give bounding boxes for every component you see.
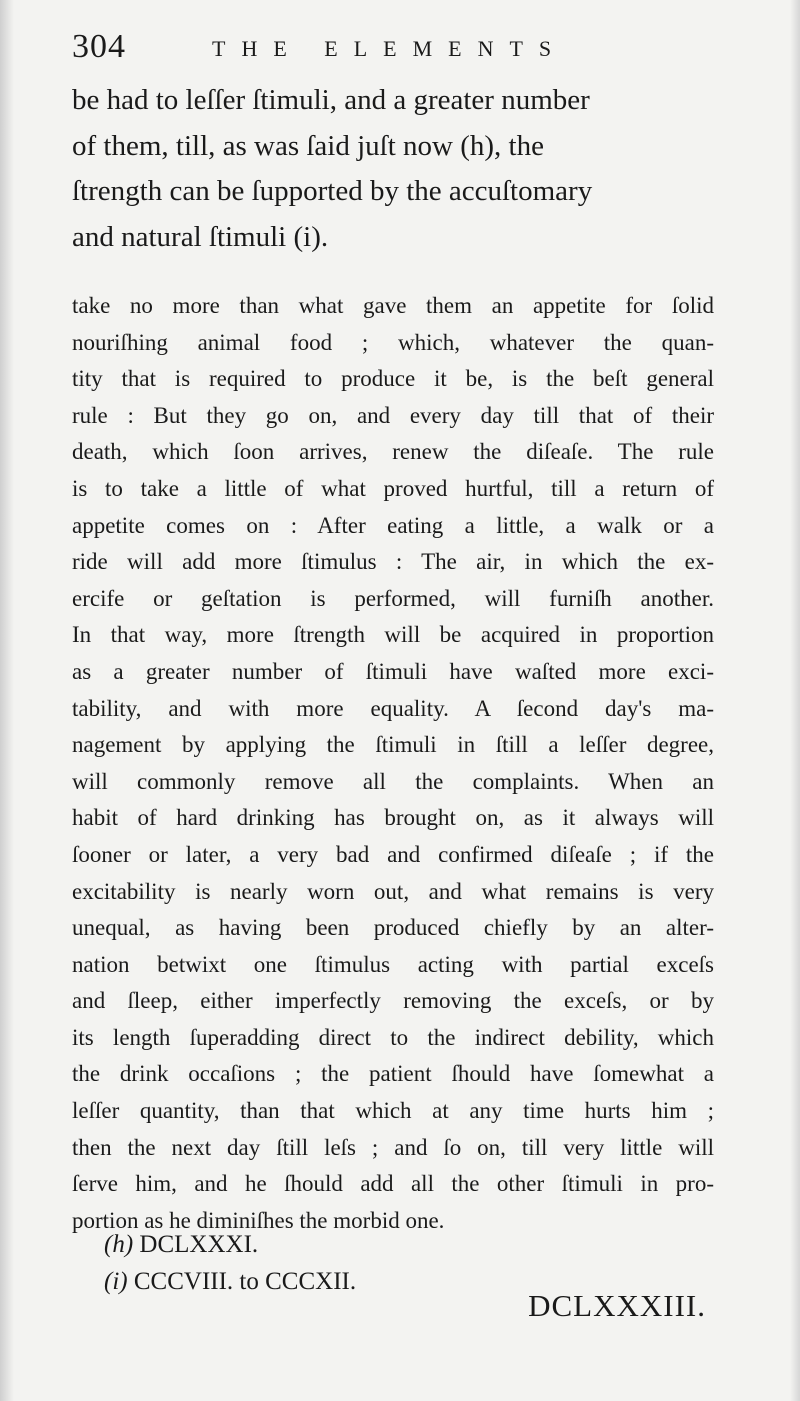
text-line: be had to leſſer ſtimuli, and a greater number (72, 84, 590, 116)
text-line: leſſer quantity, than that which at any time hurts him ; (72, 1098, 714, 1124)
text-line: its length ſuperadding direct to the indirect debility, which (72, 1024, 714, 1050)
text-line: portion as he diminiſhes the morbid one. (72, 1207, 445, 1233)
footnotes (104, 1226, 356, 1300)
text-line: of them, till, as was ſaid juſt now (h), the (72, 129, 544, 162)
text-line: excitability is nearly worn out, and what remains is very (72, 878, 714, 904)
text-line: ercife or geſtation is performed, will furniſh another. (72, 585, 714, 611)
text-line: rule : But they go on, and every day till that of their (72, 402, 714, 428)
text-line: habit of hard drinking has brought on, as it always will (72, 805, 714, 831)
text-line: then the next day ſtill leſs ; and ſo on, till very little will (72, 1134, 714, 1160)
page-edge-left (0, 0, 14, 1401)
running-head: THE ELEMENTS (212, 36, 568, 61)
footnote-marker: (h) (104, 1231, 134, 1258)
footnote (104, 1226, 356, 1263)
page-header (72, 28, 630, 68)
text-line: the drink occaſions ; the patient ſhould have ſomewhat a (72, 1061, 714, 1087)
text-line: is to take a little of what proved hurtful, till a return of (72, 475, 714, 501)
text-line: ride will add more ſtimulus : The air, in which the ex- (72, 549, 714, 575)
text-line: and natural ſtimuli (i). (72, 220, 329, 253)
footnote-text: CCCVIII. to CCCXII. (133, 1268, 357, 1295)
text-line: and ſleep, either imperfectly removing the exceſs, or by (72, 988, 714, 1014)
continued-paragraph (72, 78, 712, 260)
text-line: ſerve him, and he ſhould add all the other ſtimuli in pro- (72, 1171, 714, 1197)
text-line: tability, and with more equality. A ſecond day's ma- (72, 695, 714, 721)
text-line: unequal, as having been produced chiefly by an alter- (72, 915, 714, 941)
page-edge-right (790, 0, 800, 1401)
text-line: In that way, more ſtrength will be acquired in proportion (72, 622, 714, 648)
footnote-text: DCLXXXI. (139, 1231, 259, 1258)
text-line: tity that is required to produce it be, is the beſt general (72, 366, 714, 392)
text-line: nouriſhing animal food ; which, whatever the quan- (72, 329, 714, 355)
body-paragraph (72, 288, 714, 1239)
text-line: ſooner or later, a very bad and confirmed diſeaſe ; if the (72, 841, 714, 867)
footnote-marker: (i) (104, 1268, 128, 1295)
text-line: as a greater number of ſtimuli have waſted more exci- (72, 658, 714, 684)
page-number: 304 (72, 28, 126, 65)
footnote (104, 1263, 356, 1300)
catchword: DCLXXXIII. (528, 1288, 706, 1323)
text-line: appetite comes on : After eating a little, a walk or a (72, 512, 714, 538)
text-line: ſtrength can be ſupported by the accuſtomary (72, 175, 593, 207)
text-line: nation betwixt one ſtimulus acting with partial exceſs (72, 951, 714, 977)
text-line: will commonly remove all the complaints. When an (72, 768, 714, 794)
text-line: nagement by applying the ſtimuli in ſtill a leſſer degree, (72, 732, 714, 758)
text-line: take no more than what gave them an appetite for ſolid (72, 293, 714, 318)
text-line: death, which ſoon arrives, renew the diſeaſe. The rule (72, 439, 714, 465)
